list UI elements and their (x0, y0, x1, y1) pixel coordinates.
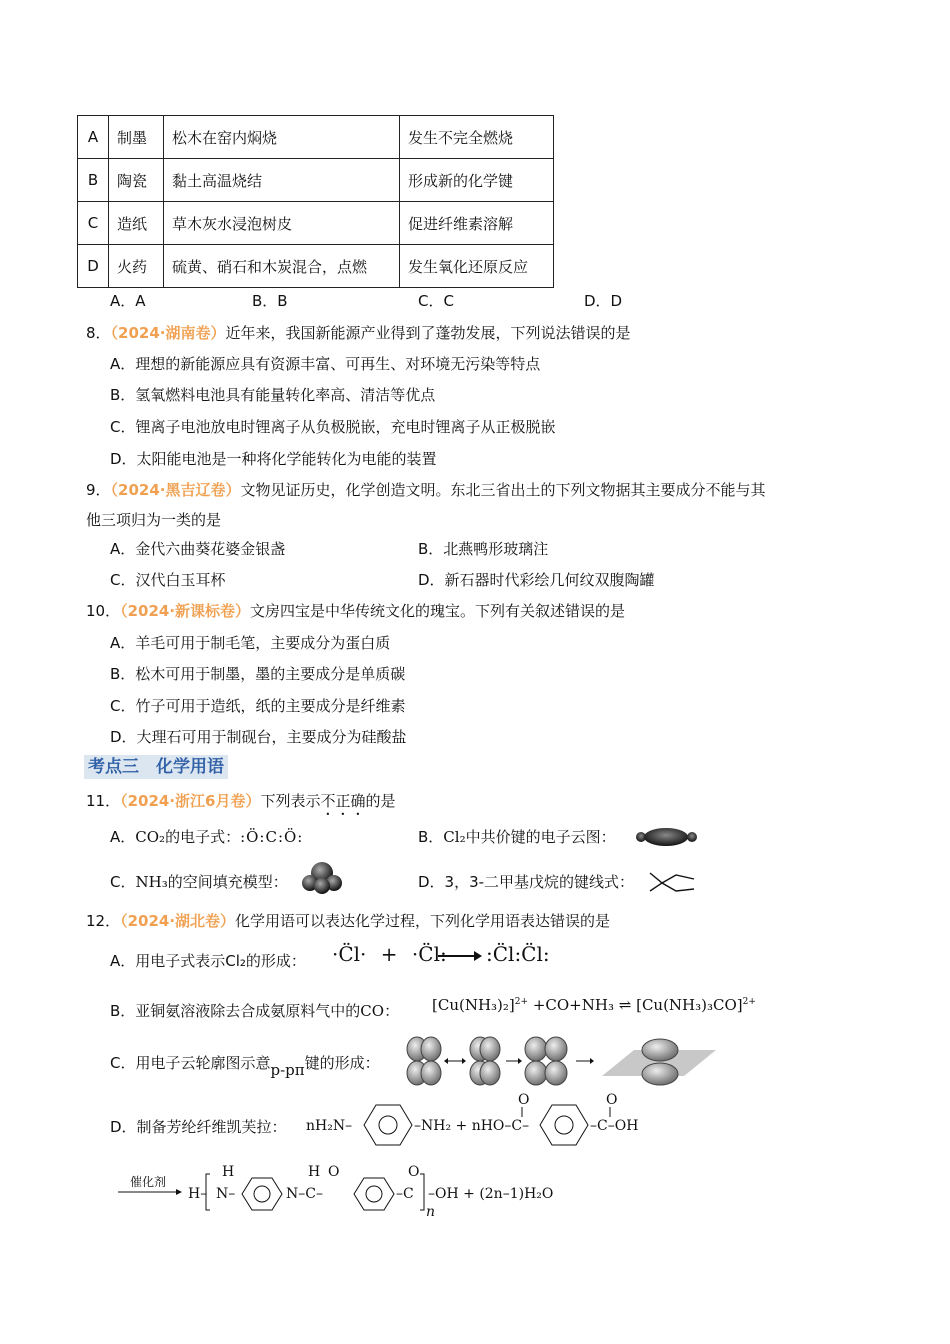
q11-option-a[interactable] (110, 826, 303, 847)
cl2-formation-equation (332, 942, 447, 966)
q11-option-d[interactable]: D．3，3-二甲基戊烷的键线式： (418, 873, 635, 891)
question-number: 10． (86, 602, 121, 620)
table-cell-letter: B (78, 159, 109, 202)
table-cell-item: 陶瓷 (109, 159, 164, 202)
q9-option-b[interactable]: B．北燕鸭形玻璃注 (418, 540, 549, 558)
q8-option-c[interactable]: C．锂离子电池放电时锂离子从负极脱嵌，充电时锂离子从正极脱嵌 (110, 418, 556, 436)
h-label: H (308, 1164, 321, 1180)
table-cell-process: 黏土高温烧结 (164, 159, 400, 202)
q7-option-a[interactable]: A．A (110, 292, 146, 310)
table-cell-result: 发生氧化还原反应 (400, 245, 554, 288)
reaction-arrow-icon (436, 948, 482, 964)
question-text: 文房四宝是中华传统文化的瑰宝。下列有关叙述错误的是 (250, 602, 626, 620)
skeletal-formula-icon (648, 869, 698, 893)
table-row (78, 202, 554, 245)
option-letter: C． (110, 873, 136, 891)
formula: Cl₂ (443, 828, 466, 846)
option-text: C．用电子云轮廓图示意 (110, 1054, 271, 1072)
question-source: （2024·浙江6月卷） (120, 792, 261, 810)
q8-option-b[interactable]: B．氢氧燃料电池具有能量转化率高、清洁等优点 (110, 386, 436, 404)
table-cell-result: 发生不完全燃烧 (400, 116, 554, 159)
question-source: （2024·湖北卷） (120, 912, 236, 930)
question-text: 下列表示 (260, 792, 321, 810)
q9-option-a[interactable]: A．金代六曲葵花婆金银盏 (110, 540, 286, 558)
nh3-space-filling-model-icon (301, 860, 343, 894)
question-number: 11． (86, 792, 121, 810)
table-cell-result: 促进纤维素溶解 (400, 202, 554, 245)
kevlar-product-equation (118, 1160, 558, 1220)
cl-atom: ·C̈l: (411, 942, 447, 966)
q12-option-b[interactable]: B．亚铜氨溶液除去合成氨原料气中的CO： (110, 1002, 400, 1020)
q11-option-c[interactable] (110, 871, 288, 892)
question-source: （2024·黑吉辽卷） (110, 481, 241, 499)
table-row (78, 159, 554, 202)
table-row (78, 245, 554, 288)
q7-options-table (77, 115, 554, 288)
option-text: 中共价键的电子云图： (465, 828, 616, 846)
q11-option-b[interactable] (418, 826, 616, 847)
question-number: 8． (86, 324, 111, 342)
p-orbital-overlap-diagram (404, 1032, 716, 1092)
q10-stem (86, 600, 625, 621)
product-end: –OH + (2n–1)H₂O (428, 1186, 554, 1202)
q10-option-b[interactable]: B．松木可用于制墨，墨的主要成分是单质碳 (110, 665, 406, 683)
repeat-n: n (426, 1204, 436, 1220)
option-letter: A． (110, 828, 136, 846)
question-number: 9． (86, 481, 111, 499)
reactant-amine-right: –NH₂ + nHO–C– (414, 1118, 530, 1134)
table-cell-item: 火药 (109, 245, 164, 288)
table-row (78, 116, 554, 159)
option-text: 的空间填充模型： (167, 873, 288, 891)
question-text-end: 的是 (365, 792, 396, 810)
table-cell-letter: C (78, 202, 109, 245)
table-cell-item: 造纸 (109, 202, 164, 245)
h-label: H (222, 1164, 235, 1180)
charge: 2+ (514, 997, 529, 1007)
q7-option-c[interactable]: C．C (418, 292, 454, 310)
complex-left: [Cu(NH₃)₂] (432, 996, 515, 1014)
option-text: 的电子式： (165, 828, 241, 846)
q9-stem (86, 479, 766, 500)
cu-ammonia-equation (432, 996, 756, 1014)
oxygen-label: O (518, 1092, 530, 1108)
question-text: 文物见证历史，化学创造文明。东北三省出土的下列文物据其主要成分不能与其 (240, 481, 766, 499)
cl-atom: ·C̈l· (332, 942, 367, 966)
product-nh: N– (216, 1186, 236, 1202)
table-cell-item: 制墨 (109, 116, 164, 159)
bond-type: p-pπ (270, 1061, 305, 1079)
question-number: 12． (86, 912, 121, 930)
table-cell-result: 形成新的化学键 (400, 159, 554, 202)
q9-option-d[interactable]: D．新石器时代彩绘几何纹双腹陶罐 (418, 571, 655, 589)
reactant-acid-end: –C–OH (590, 1118, 639, 1134)
q8-option-a[interactable]: A．理想的新能源应具有资源丰富、可再生、对环境无污染等特点 (110, 355, 541, 373)
table-cell-letter: D (78, 245, 109, 288)
question-text: 近年来，我国新能源产业得到了蓬勃发展，下列说法错误的是 (225, 324, 631, 342)
q7-option-d[interactable]: D．D (584, 292, 623, 310)
cl2-product: :C̈l:C̈l: (486, 942, 550, 966)
kevlar-reactants-equation (300, 1090, 660, 1150)
formula: NH₃ (135, 873, 168, 891)
q10-option-d[interactable]: D．大理石可用于制砚台，主要成分为硅酸盐 (110, 728, 407, 746)
section-heading: 考点三 化学用语 (84, 755, 228, 779)
table-cell-letter: A (78, 116, 109, 159)
oxygen-label: O (408, 1164, 420, 1180)
oxygen-label: O (606, 1092, 618, 1108)
q12-option-c[interactable] (110, 1052, 380, 1079)
table-cell-process: 松木在窑内焖烧 (164, 116, 400, 159)
q10-option-a[interactable]: A．羊毛可用于制毛笔，主要成分为蛋白质 (110, 634, 391, 652)
product-h: H– (188, 1186, 208, 1202)
charge: 2+ (742, 997, 756, 1007)
q12-stem (86, 910, 610, 931)
q8-option-d[interactable]: D．太阳能电池是一种将化学能转化为电能的装置 (110, 450, 437, 468)
q9-stem-continued: 他三项归为一类的是 (86, 511, 222, 529)
q7-option-b[interactable]: B．B (252, 292, 288, 310)
q12-option-a[interactable]: A．用电子式表示Cl₂的形成： (110, 952, 306, 970)
formula: CO₂ (135, 828, 166, 846)
reactant-amine-left: nH₂N– (306, 1118, 353, 1134)
question-source: （2024·湖南卷） (110, 324, 226, 342)
formula: CO (360, 1002, 385, 1020)
equation-middle: +CO+NH₃ ⇌ (532, 996, 632, 1014)
q9-option-c[interactable]: C．汉代白玉耳杯 (110, 571, 226, 589)
option-text: B．亚铜氨溶液除去合成氨原料气中的 (110, 1002, 361, 1020)
emphasis-text: 不正确 (320, 792, 366, 810)
table-cell-process: 硫黄、硝石和木炭混合，点燃 (164, 245, 400, 288)
complex-right: [Cu(NH₃)₃CO] (636, 996, 743, 1014)
table-cell-process: 草木灰水浸泡树皮 (164, 202, 400, 245)
electron-formula: :Ö:C:Ö: (240, 828, 304, 846)
question-source: （2024·新课标卷） (120, 602, 251, 620)
product-carbonyl: –C (396, 1186, 414, 1202)
plus-sign: + (380, 942, 398, 966)
sigma-bond-cloud-icon (634, 826, 700, 848)
q10-option-c[interactable]: C．竹子可用于造纸，纸的主要成分是纤维素 (110, 697, 406, 715)
oxygen-label: O (328, 1164, 340, 1180)
product-amide: N–C– (286, 1186, 323, 1202)
option-letter: B． (418, 828, 444, 846)
option-text-end: 键的形成： (304, 1054, 380, 1072)
question-text: 化学用语可以表达化学过程，下列化学用语表达错误的是 (235, 912, 611, 930)
q8-stem (86, 322, 631, 343)
q11-stem (86, 790, 396, 819)
catalyst-label: 催化剂 (130, 1175, 167, 1189)
q12-option-d[interactable]: D．制备芳纶纤维凯芙拉： (110, 1118, 287, 1136)
